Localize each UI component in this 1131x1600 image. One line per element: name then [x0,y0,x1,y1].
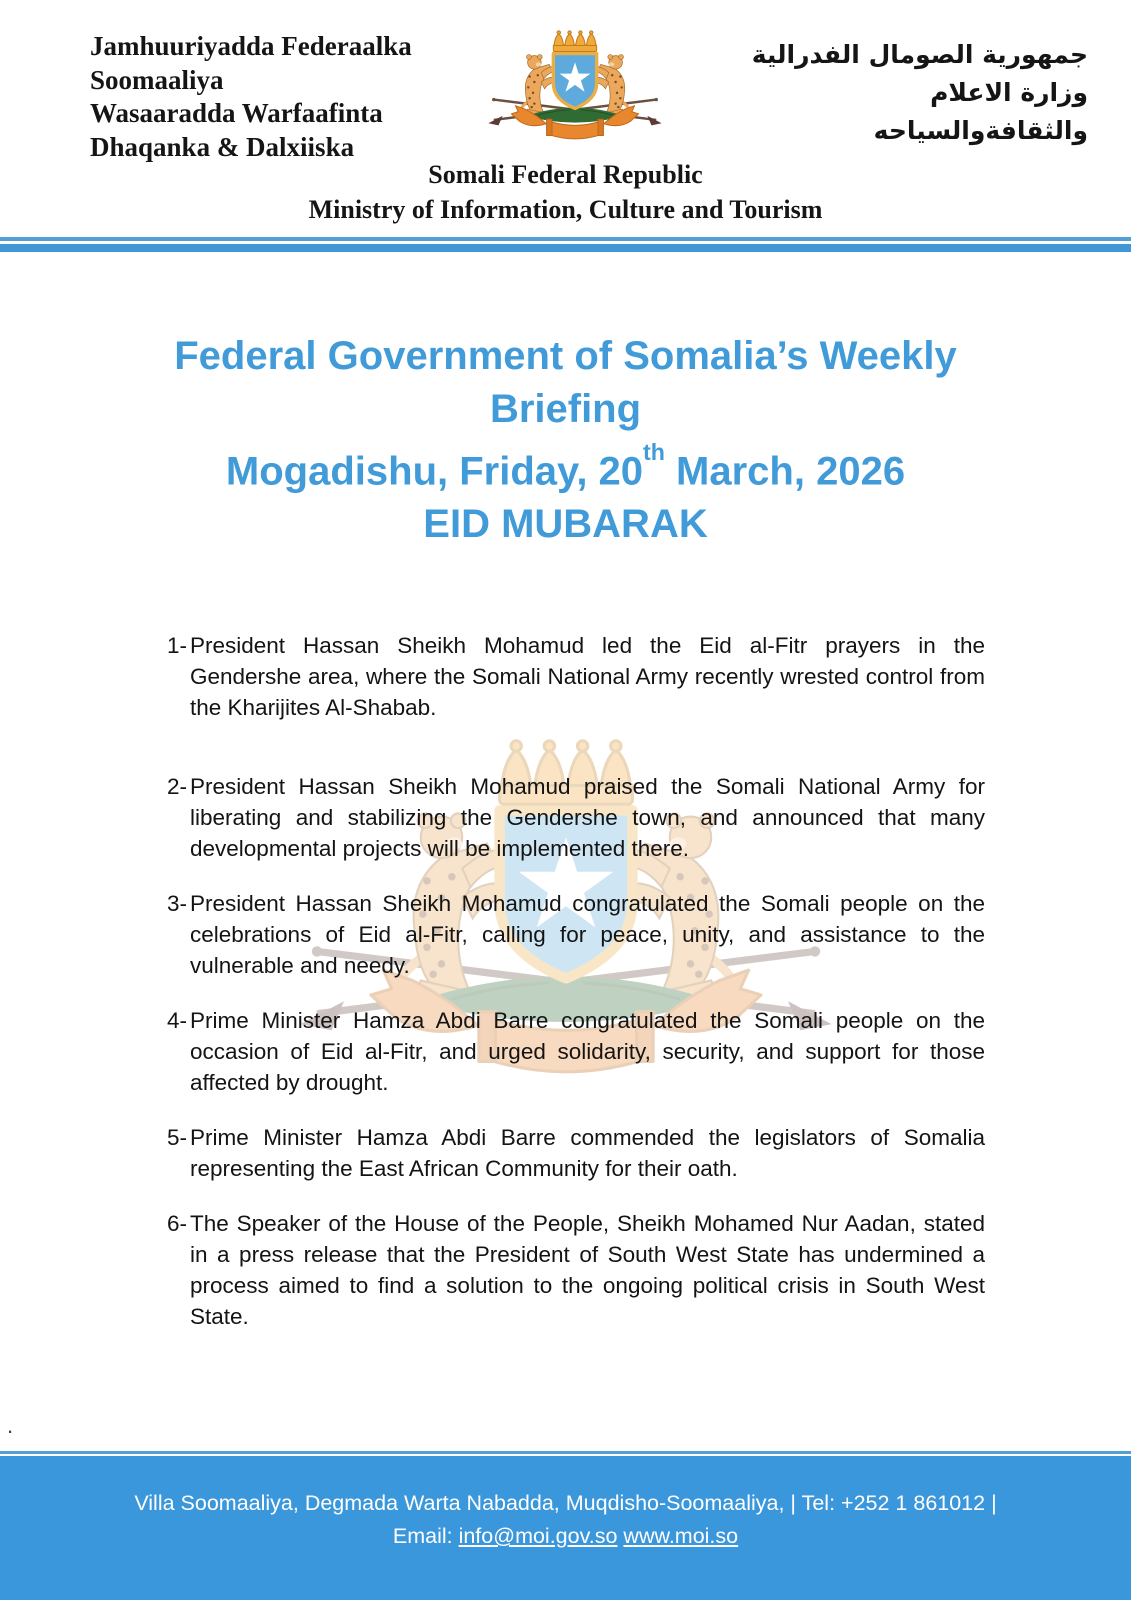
briefing-item-6 [167,1208,985,1332]
org-line: Somali Federal Republic [428,160,703,189]
header-arabic-line: والثقافةوالسياحه [873,116,1088,145]
page-title [0,330,1131,551]
ministry-name-somali [90,30,450,164]
header-arabic-line: وزارة الاعلام [930,78,1088,107]
org-line: Ministry of Information, Culture and Tourism [308,195,823,224]
somalia-coat-of-arms-icon [487,14,663,150]
item-number: 4- [167,1008,188,1033]
header-arabic-line: جمهورية الصومال الفدرالية [751,40,1088,69]
item-number: 2- [167,774,188,799]
item-text: Prime Minister Hamza Abdi Barre congratulated the Somali people on the occasion of Eid al-Fitr, and urged solidarity, security, and support for those affected by drought. [190,1008,985,1095]
item-number: 6- [167,1211,188,1236]
footer-address-line: Villa Soomaaliya, Degmada Warta Nabadda, Muqdisho-Soomaaliya, | Tel: +252 1 861012 | [134,1491,997,1515]
title-line-1: Federal Government of Somalia’s Weekly [174,334,957,378]
page-footer [0,1451,1131,1600]
email-label: Email: [392,1524,453,1548]
footer-contact-block [0,1456,1131,1600]
item-text: President Hassan Sheikh Mohamud led the Eid al-Fitr prayers in the Gendershe area, where the Somali National Army recently wrested control from the Kharijites Al-Shabab. [190,633,985,720]
ministry-name-arabic [718,36,1088,150]
briefing-item-1 [167,630,985,723]
title-date-line: Mogadishu, Friday, 20th March, 2026 [225,438,906,494]
item-text: Prime Minister Hamza Abdi Barre commended the legislators of Somalia representing the East African Community for their oath. [190,1125,985,1181]
item-number: 3- [167,891,188,916]
item-text: President Hassan Sheikh Mohamud praised the Somali National Army for liberating and stabilizing the Gendershe town, and announced that many developmental projects will be implemented there. [190,774,985,861]
header-left-line: Jamhuuriyadda Federaalka [90,31,412,61]
header-divider [0,237,1131,252]
header-left-line: Soomaaliya [90,64,224,95]
briefing-item-3 [167,888,985,981]
briefing-item-2 [167,771,985,864]
briefing-item-4 [167,1005,985,1098]
item-number: 5- [167,1125,188,1150]
title-line-2: Briefing [489,387,642,431]
header-left-line: Wasaaradda Warfaafinta [90,98,383,128]
stray-period-mark: . [7,1413,14,1438]
item-number: 1- [167,633,188,658]
title-eid-line: EID MUBARAK [423,502,708,547]
website-link[interactable]: www.moi.so [623,1524,739,1548]
header-left-line: Dhaqanka & Dalxiiska [90,131,355,162]
date-ordinal: th [643,438,665,465]
briefing-list [167,630,985,1356]
item-text: The Speaker of the House of the People, Sheikh Mohamed Nur Aadan, stated in a press release that the President of South West State has undermined a process aimed to find a solution to the ongoing political crisis in South West State. [190,1211,985,1329]
item-text: President Hassan Sheikh Mohamud congratulated the Somali people on the celebrations of Eid al-Fitr, calling for peace, unity, and assistance to the vulnerable and needy. [190,891,985,978]
email-link[interactable]: info@moi.gov.so [458,1524,618,1548]
briefing-item-5 [167,1122,985,1184]
ministry-name-english [0,157,1131,227]
footer-email-line [0,1520,1131,1553]
